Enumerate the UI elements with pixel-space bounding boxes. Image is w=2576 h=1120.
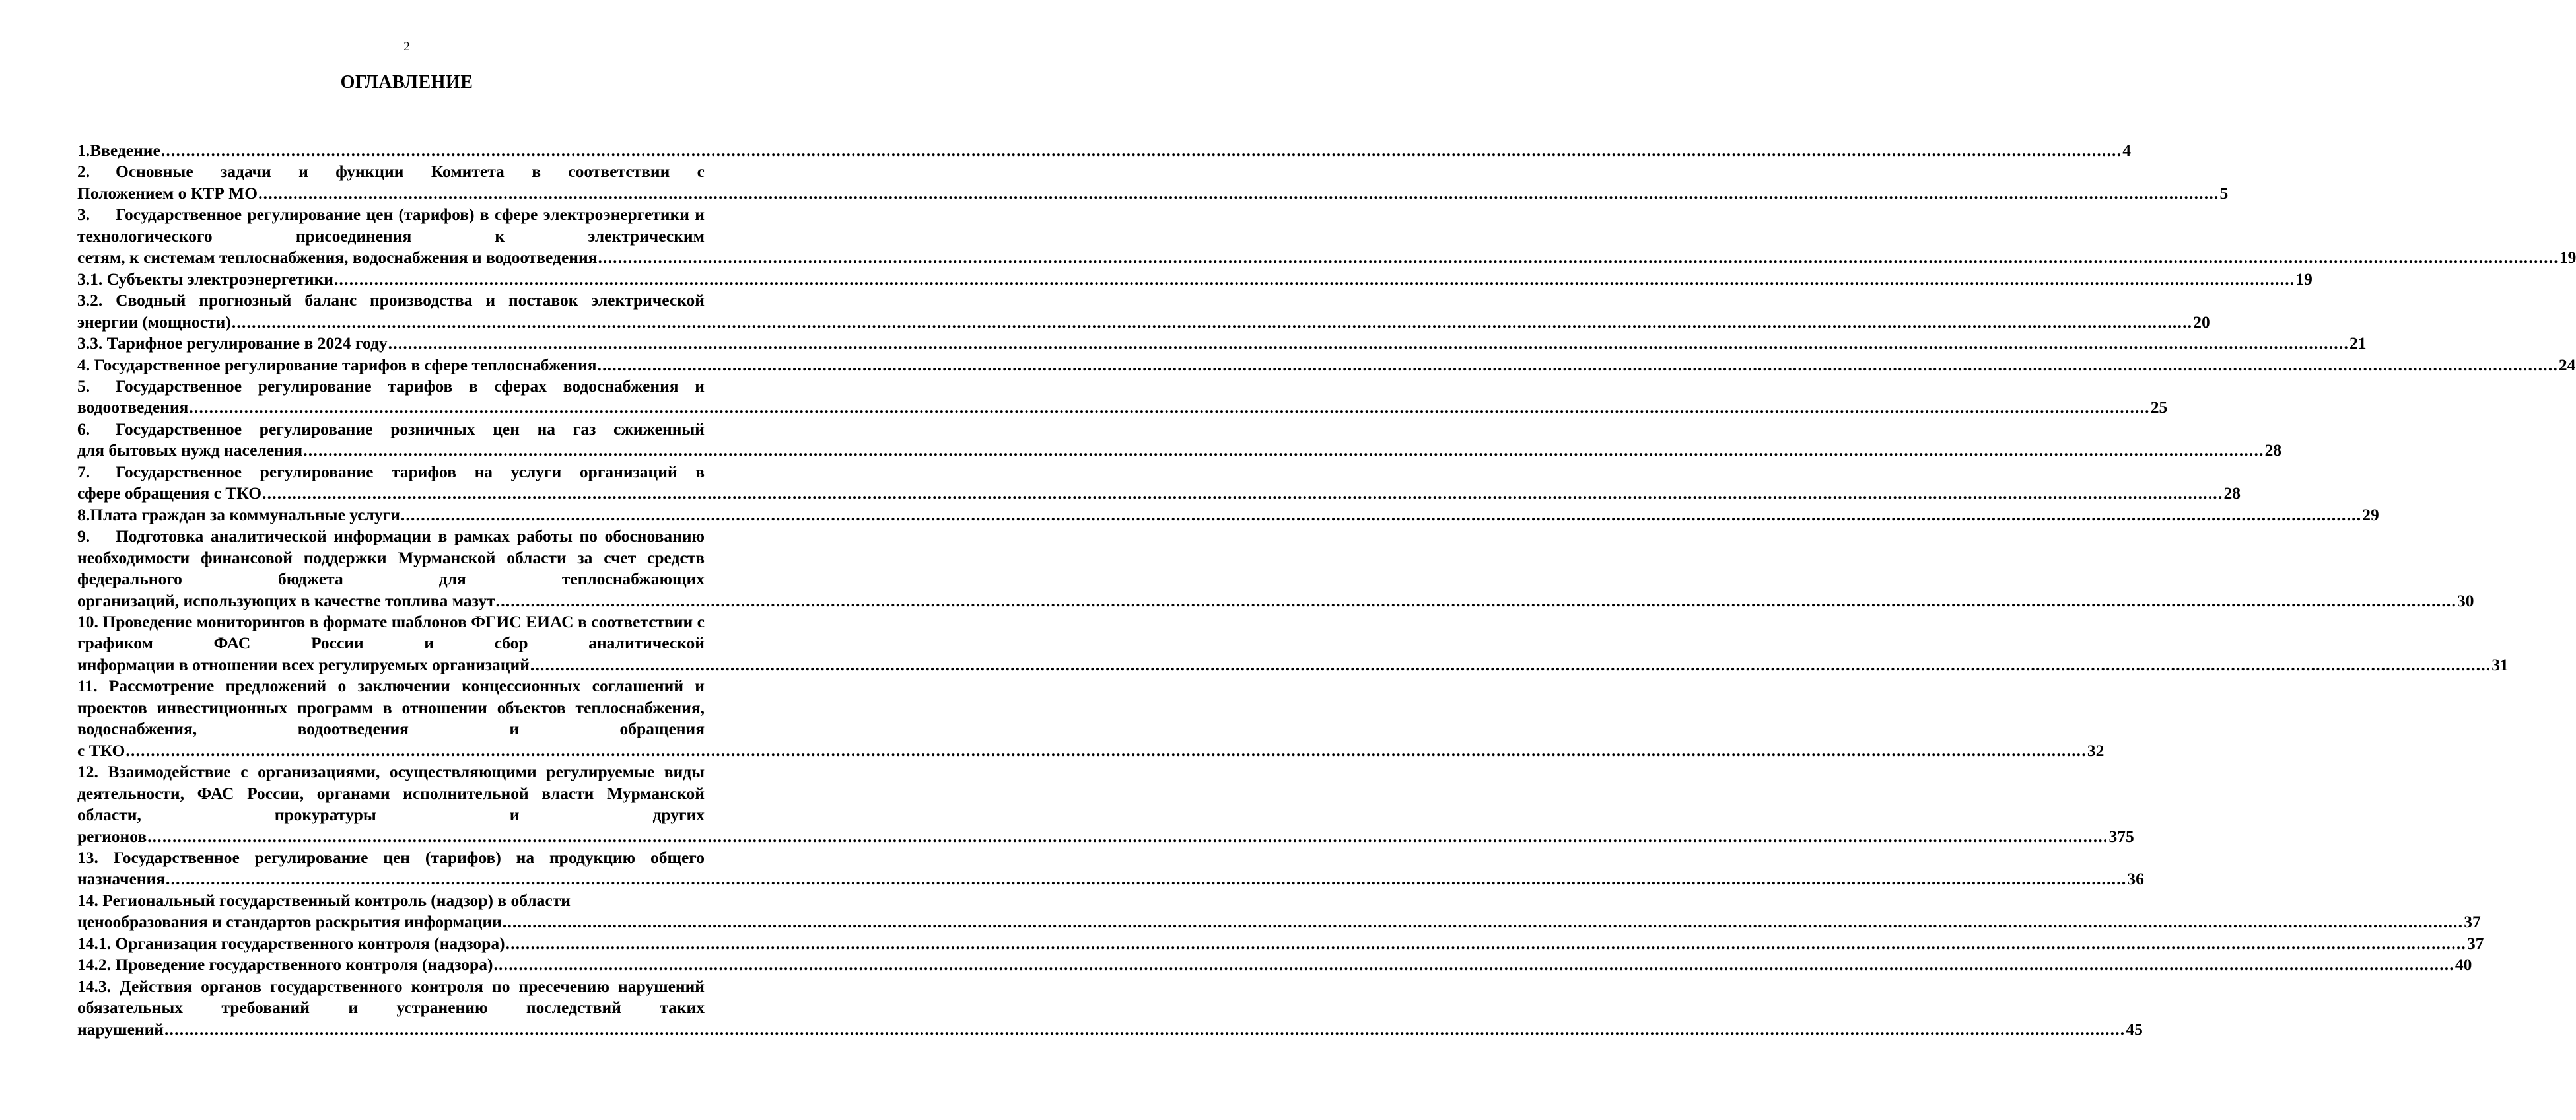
toc-entry-line [77, 140, 2131, 161]
toc-entry-number: 7. [77, 462, 90, 481]
toc-entry-line [77, 954, 2472, 975]
dot-leader [502, 911, 2464, 932]
toc-entry-title: информации в отношении всех регулируемых организаций [77, 654, 530, 674]
toc-entry-page: 45 [2126, 1019, 2143, 1039]
toc-entry-heading [77, 161, 705, 182]
dot-leader [261, 483, 2223, 504]
toc-entry-line [77, 183, 2229, 204]
toc-entry-page: 28 [2223, 483, 2241, 503]
toc-entry[interactable] [77, 976, 2143, 1040]
toc-entry-title: Положением о КТР МО [77, 183, 258, 203]
toc-entry-line [77, 1019, 2143, 1040]
toc-entry-title: 13. Государственное регулирование цен (тарифов) на продукцию общего [77, 847, 705, 867]
toc-entry[interactable] [77, 140, 2131, 161]
toc-entry-line [77, 483, 2241, 504]
toc-entry-heading [77, 376, 705, 397]
toc-entry-line [77, 868, 2144, 890]
toc-entry-page: 20 [2193, 312, 2210, 332]
toc-entry[interactable] [77, 333, 2367, 354]
toc-entry-number: 3. [77, 205, 90, 225]
toc-entry-title: 3.2. Сводный прогнозный баланс производства и поставок электрической [77, 291, 705, 310]
toc-entry-title: 3.1. Субъекты электроэнергетики [77, 269, 333, 289]
toc-entry[interactable] [77, 761, 2134, 847]
toc-entry-heading [77, 462, 705, 483]
toc-entry-page: 28 [2264, 440, 2282, 460]
toc-entry-line [77, 397, 2168, 418]
toc-entry-number: 6. [77, 419, 90, 438]
toc-entry-title: 14.2. Проведение государственного контроля (надзора) [77, 955, 493, 975]
toc-entry-page: 32 [2087, 740, 2105, 760]
toc-entry[interactable] [77, 462, 2241, 505]
toc-entry-heading [77, 419, 705, 440]
toc-entry-title: назначения [77, 869, 165, 889]
toc-entry-title: Подготовка аналитической информации в рамках работы по обоснованию необходимости финансовой поддержки Мурманской области за счет средств федерального бюджета для теплоснабжающих [77, 526, 705, 589]
toc-entry-page: 30 [2457, 590, 2474, 610]
toc-entry[interactable] [77, 612, 2509, 676]
toc-entry-line [77, 826, 2134, 847]
toc-entry-line [77, 654, 2509, 676]
toc-entry-title: 12. Взаимодействие с организациями, осуществляющими регулируемые виды деятельности, ФАС России, органами исполнительной власти Мурманской области, прокуратуры и других [77, 762, 705, 825]
toc-entry-title: ценообразования и стандартов раскрытия информации [77, 912, 502, 932]
toc-entry[interactable] [77, 526, 2474, 612]
toc-entry-line [77, 247, 2576, 268]
table-of-contents [77, 140, 2576, 1040]
toc-entry[interactable] [77, 505, 2379, 526]
toc-entry-title: сетям, к системам теплоснабжения, водоснабжения и водоотведения [77, 248, 598, 267]
toc-entry-title: 14. Региональный государственный контроль (надзор) в области [77, 890, 571, 910]
toc-entry[interactable] [77, 269, 2313, 290]
toc-entry-number: 1. [77, 141, 90, 160]
toc-entry-line [77, 333, 2367, 354]
toc-entry-page: 40 [2454, 955, 2472, 975]
toc-entry-title: 11. Рассмотрение предложений о заключении концессионных соглашений и проектов инвестиционных программ в отношении объектов теплоснабжения, водоснабжения, водоотведения и обращения [77, 676, 705, 739]
toc-entry-title: с ТКО [77, 740, 125, 760]
toc-entry-title: 14.1. Организация государственного контроля (надзора) [77, 933, 505, 953]
dot-leader [188, 397, 2150, 418]
dot-leader [333, 269, 2295, 290]
dot-leader [495, 590, 2457, 612]
toc-entry[interactable] [77, 890, 2481, 933]
dot-leader [165, 868, 2127, 890]
toc-entry[interactable] [77, 161, 2229, 204]
toc-entry-page: 37 [2466, 933, 2484, 953]
toc-entry[interactable] [77, 847, 2144, 890]
toc-entry-title: организаций, использующих в качестве топлива мазут [77, 590, 495, 610]
toc-entry-page: 5 [2219, 183, 2229, 203]
toc-entry-heading [77, 290, 705, 311]
toc-entry[interactable] [77, 954, 2472, 975]
toc-entry-page: 19 [2295, 269, 2313, 289]
toc-entry-heading [77, 761, 705, 825]
toc-entry-page: 375 [2108, 826, 2134, 846]
toc-entry-heading [77, 976, 705, 1019]
toc-entry-line [77, 911, 2481, 932]
toc-entry-number: 2. [77, 162, 90, 182]
page-number: 2 [403, 40, 410, 53]
toc-entry-number: 5. [77, 376, 90, 396]
toc-entry-line [77, 269, 2313, 290]
toc-entry-page: 31 [2491, 654, 2509, 674]
toc-entry[interactable] [77, 204, 2576, 268]
toc-entry-title: Введение [90, 141, 160, 160]
toc-entry-number: 9. [77, 526, 90, 546]
toc-entry-title: 14.3. Действия органов государственного контроля по пресечению нарушений обязательных требований и устранению последствий таких [77, 976, 705, 1018]
toc-entry-title: нарушений [77, 1019, 164, 1039]
dot-leader [160, 140, 2122, 161]
toc-entry-title: Плата граждан за коммунальные услуги [90, 505, 400, 524]
toc-entry-line [77, 740, 2105, 761]
toc-entry-line [77, 440, 2282, 461]
toc-entry-title: Государственное регулирование цен (тарифов) в сфере электроэнергетики и технологического присоединения к электрическим [77, 205, 705, 246]
toc-entry-line [77, 355, 2576, 376]
dot-leader [231, 312, 2193, 333]
toc-entry-page: 29 [2362, 505, 2379, 524]
page-title: ОГЛАВЛЕНИЕ [340, 72, 473, 92]
dot-leader [164, 1019, 2126, 1040]
dot-leader [597, 355, 2559, 376]
dot-leader [597, 247, 2559, 268]
toc-entry-line [77, 505, 2379, 526]
toc-entry-title: Основные задачи и функции Комитета в соответствии с [116, 162, 705, 182]
toc-entry-page: 19 [2559, 248, 2576, 267]
toc-entry-heading [77, 526, 705, 590]
toc-entry-line [77, 933, 2484, 954]
toc-entry-line [77, 590, 2474, 612]
toc-entry-line [77, 312, 2210, 333]
toc-entry-page: 24 [2558, 355, 2576, 374]
toc-entry-title: для бытовых нужд населения [77, 440, 303, 460]
dot-leader [493, 954, 2454, 975]
toc-entry-title: Государственное регулирование розничных цен на газ сжиженный [116, 419, 705, 438]
dot-leader [258, 183, 2219, 204]
dot-leader [400, 505, 2362, 526]
toc-entry[interactable] [77, 376, 2168, 419]
toc-entry-title: регионов [77, 826, 147, 846]
dot-leader [302, 440, 2264, 461]
toc-entry-title: сфере обращения с ТКО [77, 483, 262, 503]
toc-entry-heading [77, 612, 705, 654]
toc-entry-title: водоотведения [77, 398, 189, 417]
toc-entry-title: Государственное регулирование тарифов в сферах водоснабжения и [116, 376, 705, 396]
toc-entry-page: 36 [2127, 869, 2144, 889]
toc-entry-page: 4 [2122, 141, 2131, 160]
toc-entry-title: 4. Государственное регулирование тарифов в сфере теплоснабжения [77, 355, 597, 374]
dot-leader [125, 740, 2087, 761]
toc-entry-title: энергии (мощности) [77, 312, 231, 332]
toc-entry[interactable] [77, 933, 2484, 954]
toc-entry-title: Государственное регулирование тарифов на услуги организаций в [116, 462, 705, 481]
dot-leader [530, 654, 2491, 676]
dot-leader [147, 826, 2108, 847]
toc-entry-title: 10. Проведение мониторингов в формате шаблонов ФГИС ЕИАС в соответствии с графиком ФАС России и сбор аналитической [77, 612, 705, 653]
toc-entry-heading [77, 890, 705, 911]
toc-entry-page: 21 [2350, 333, 2367, 353]
toc-entry-title: 3.3. Тарифное регулирование в 2024 году [77, 333, 388, 353]
toc-entry-page: 37 [2464, 912, 2481, 932]
toc-entry[interactable] [77, 290, 2210, 333]
toc-entry-heading [77, 676, 705, 740]
dot-leader [505, 933, 2467, 954]
toc-entry-heading [77, 204, 705, 247]
toc-entry[interactable] [77, 355, 2576, 376]
toc-entry-page: 25 [2150, 398, 2168, 417]
toc-entry-heading [77, 847, 705, 868]
toc-entry[interactable] [77, 419, 2282, 462]
dot-leader [388, 333, 2350, 354]
toc-entry-number: 8. [77, 505, 90, 524]
toc-entry[interactable] [77, 676, 2105, 761]
